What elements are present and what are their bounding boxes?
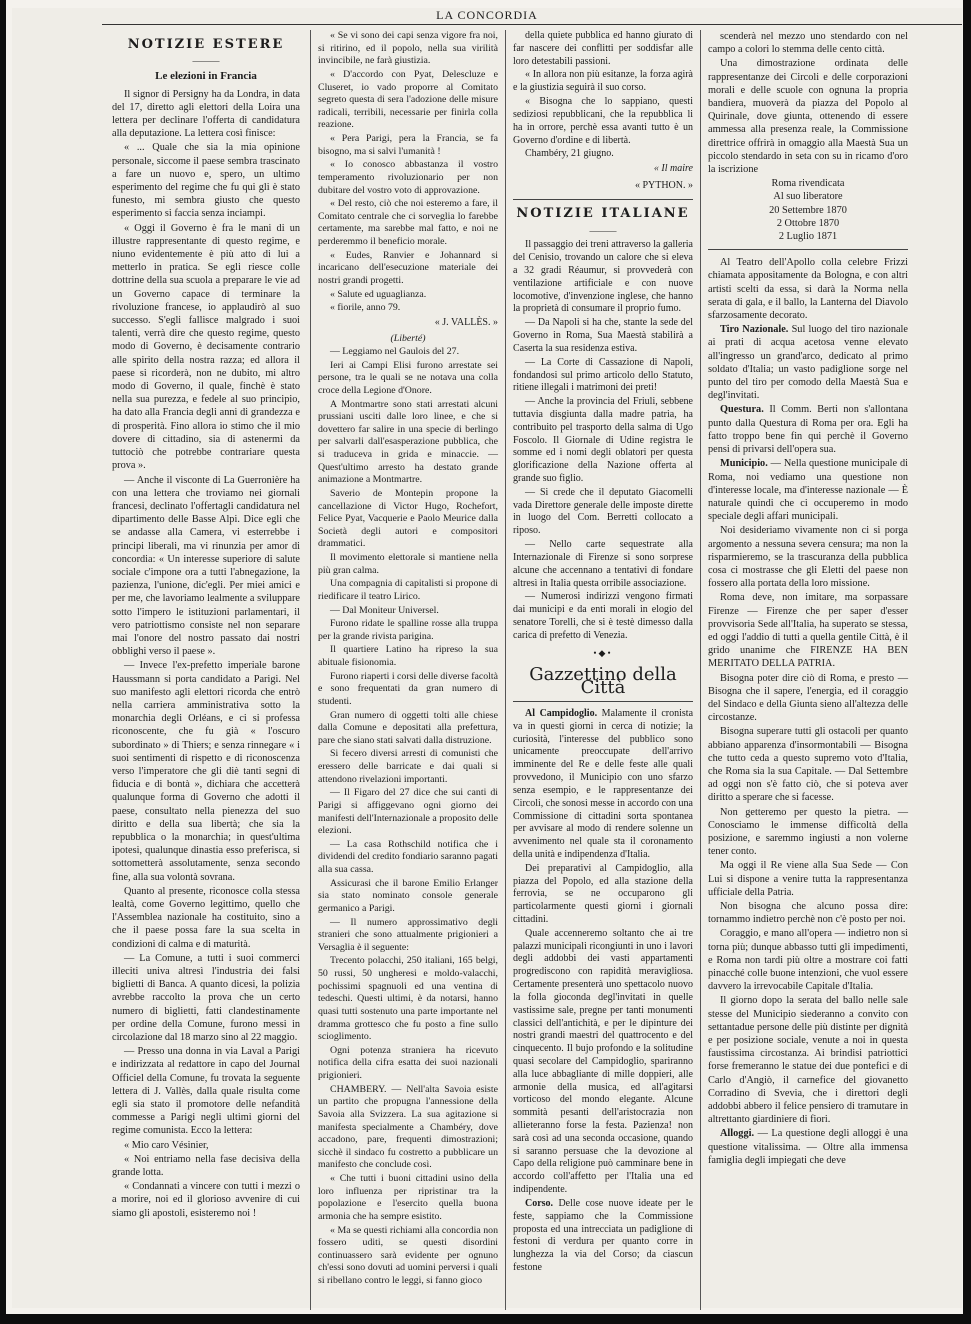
signature: « J. VALLÈS. » [434, 316, 498, 328]
section-title-gazzettino: Gazzettino della Città [529, 664, 677, 699]
inscription-line: 2 Luglio 1871 [778, 231, 838, 243]
paragraph: « Noi entriamo nella fase decisiva della grande lotta. [112, 1153, 300, 1179]
section-title-italiane: NOTIZIE ITALIANE [516, 205, 690, 221]
ornament: •◆• [593, 647, 613, 658]
divider [513, 199, 693, 200]
paragraph [708, 1127, 908, 1167]
paragraph: — Invece l'ex-prefetto imperiale barone Haussmann si porta candidato a Parigi. Nel suo manifesto agli elettori ricorda che entrò nella carriera amministrativa sotto la monarchia degli Orléans, e ci si professa riconoscente, che fu già « l'oscuro subordinato » di Thiers; e senza rinnegare « i suoi sentimenti di rispetto e di riconoscenza verso l'imperatore che gli diè tanti segni di fiducia e di bontà », dichiara che accetterà qualunque forma di Governo che adotti il paese, consultato nella pienezza del suo diritto e della sua libertà; che sia la repubblica o la monarchia; in quest'ultima ipotesi, qualunque dinastia esso preferisca, si sottometterà assolutamente, senza secondo fine, alla sua volontà sovrana. [112, 660, 300, 883]
inscription-line: 2 Ottobre 1870 [776, 217, 840, 229]
paragraph [513, 1198, 693, 1275]
paragraph: — La Comune, a tutti i suoi commerci illeciti univa altresì l'industria dei falsi biglietti di Banca. A quanto dicesi, la polizia avrebbe raccolto la prova che un certo numero di biglietti, fatti clandestinamente per ordine della Comune, furono messi in circolazione dal 18 marzo sino al 22 maggio. [112, 952, 300, 1044]
paragraph: Al Teatro dell'Apollo colla celebre Frizzi chiamata appositamente da Bologna, e con altri artisti scelti da essa, si darà la Norma nella serata di gala, e il ballo, la Lanterna del Diavolo sfarzosamente decorato. [708, 257, 908, 322]
paragraph-text: Il Comm. Berti non s'allontana punto dalla Questura di Roma per ora. Egli ha fatto troppo bene fin qui perchè il Governo pensi di privarsi dell'opera sua. [708, 404, 908, 456]
paragraph: « Eudes, Ranvier e Johannard si incaricano dell'esecuzione materiale dei nostri grandi progetti. [318, 249, 498, 286]
paragraph: — La Corte di Cassazione di Napoli, fondandosi sul primo articolo dello Statuto, ritiene illegali i matrimoni dei preti! [513, 356, 693, 394]
divider [513, 701, 693, 702]
column-divider-2 [505, 30, 506, 1310]
paragraph-text: Delle cose nuove ideate per le feste, sappiamo che la Commissione proposta ed una intrecciata un padiglione di festoni di verdura per quanto corre in lunghezza la via del Corso; da ciascun festone [513, 1197, 693, 1273]
paragraph: Bisogna superare tutti gli ostacoli per quanto abbiano apparenza d'insormontabili — Bisogna che tutto ceda a questo supremo voto d'Italia, che Roma sia la sua Capitale. — Dal Settembre ad oggi non s'è fatto ciò, che si poteva aver diritto a sperare che si facesse. [708, 726, 908, 804]
paragraph: — Anche la provincia del Friuli, sebbene tuttavia disgiunta dalla madre patria, ha contribuito pel trasporto della salma di Ugo Foscolo. Il Giornale di Udine registra le somme ed i nomi degli oblatori per questa glorificazione della Nazione offerta al grande suo figlio. [513, 396, 693, 484]
scan-border-right [963, 0, 971, 1324]
paragraph-text: Malamente il cronista va in questi giorni in cerca di notizie; la curiosità, l'interesse del pubblico sono unicamente preoccupate dell'arrivo imminente del Re e delle feste alle quali provvedono, il Municipio con uno sfarzo senza esempio, e le rappresentanze dei Circoli, che sonosi messe in accordo con una Commissione di cittadini sorta spontanea per avvisare al modo di rendere solenne un avvenimento nel quale sta il coronamento della unità e indipendenza d'Italia. [513, 708, 694, 860]
paragraph: A Montmartre sono stati arrestati alcuni prussiani usciti dalle loro linee, e che si dovettero far salire in una specie di berlingo per salvarli dall'esasperazione pubblica, che si traduceva in grida e minaccie. — Quest'ultimo arresto ha destato grande animazione a Montmartre. [318, 398, 498, 486]
paragraph: Trecento polacchi, 250 italiani, 165 belgi, 50 russi, 50 ungheresi e moldo-valacchi, pochissimi spagnuoli ed una ventina di tedeschi. Questi ultimi, è da notarsi, hanno quasi tutti sostenuto una parte importante nel dramma grottesco che fu posto a fine sullo scioglimento. [318, 955, 498, 1043]
paragraph: Ma oggi il Re viene alla Sua Sede — Con Lui si dispone a venire tutta la rappresentanza ufficiale della Patria. [708, 860, 908, 898]
paragraph: Roma deve, non imitare, ma sorpassare Firenze — Firenze che per saper d'esser provvisoria Sede all'Italia, ha superato se stessa, ed oggi l'addio di tutti a quella gentile Città, è il grido unanime che FIRENZE HA BEN MERITATO DELLA PATRIA. [708, 592, 908, 670]
paragraph: « Mio caro Vésinier, [124, 1139, 209, 1151]
paragraph: Ogni potenza straniera ha ricevuto notifica della cifra esatta dei suoi nazionali prigionieri. [318, 1044, 498, 1081]
paragraph: Coraggio, e mano all'opera — indietro non si torna più; dunque abbasso tutti gli impedimenti, e Roma non tardi più oltre a mostrare coi fatti pinacché colle buone intenzioni, che vuol essere davvero la irrevocabile Capitale d'Italia. [708, 928, 908, 993]
paragraph: Il quartiere Latino ha ripreso la sua abituale fisionomia. [318, 644, 498, 668]
paragraph: — Dal Moniteur Universel. [330, 604, 439, 616]
paragraph: « ... Quale che sia la mia opinione personale, siccome il paese sembra trascinato a fare un nuovo e, spero, un ultimo esperimento del regime che fu qui gli è stato funesto, mi sembra giusto che questo esperimento si faccia senza inciampi. [112, 142, 300, 220]
paragraph: scenderà nel mezzo uno stendardo con nel campo a colori lo stemma delle cento città. [708, 31, 908, 56]
inscription-line: Roma rivendicata [771, 178, 845, 190]
top-rule [102, 24, 962, 25]
column-divider-3 [700, 30, 701, 1310]
paragraph-lead: Questura. [720, 404, 764, 416]
paragraph: — Presso una donna in via Laval a Parigi e indirizzata al redattore in capo del Journal Officiel della Comune, fu trovata la seguente lettera di J. Vallès, dalla quale risulta come egli sia stato il promotore delle nefandità commesse a Parigi negli ultimi giorni del regime comunista. Ecco la lettera: [112, 1046, 300, 1137]
paragraph: « Io conosco abbastanza il vostro temperamento rivoluzionario per non dubitare del vostro voto di approvazione. [318, 159, 498, 196]
article-title: Le elezioni in Francia [155, 70, 257, 83]
paragraph-lead: Corso. [525, 1197, 554, 1209]
paragraph [708, 457, 908, 523]
paragraph: « In allora non più esitanze, la forza agirà e la giustizia seguirà il suo corso. [513, 69, 693, 94]
paragraph-lead: Municipio. [720, 458, 768, 470]
divider: ——— [192, 56, 220, 67]
paragraph: « Oggi il Governo è fra le mani di un illustre rappresentante di questo regime, e niuno evidentemente è più atto di lui a metterlo in pratica. Se egli riesce colle dottrine della sua scuola a preparare le vie ad un Governo capace di terminare la rivoluzione francese, io applaudirò al suo successo. S'egli fallisce malgrado i suoi talenti, verrà dire che questo regime, questo modo di Governo, è decisamente contrario alle spirito della nostra razza; ed allora il paese si ricorderà, non ne dubito, mi altro modo di Governo, il quale, finchè è stato nella sua purezza, e fedele al suo principio, ha dato alla Francia degli anni di grandezza e di prosperità. Fino allora io stimo che il mio dovere di cittadino, sia di astenermi da tuttociò che potrebbe contrariare questa prova ». [112, 222, 300, 472]
paragraph: — Nello carte sequestrate alla Internazionale di Firenze si sono sorprese alcune che accennano a tentativi di fondare altresì in Italia questa orribile associazione. [513, 539, 693, 589]
source-label: (Liberté) [390, 333, 426, 345]
paragraph: Bisogna poter dire ciò di Roma, e presto — Bisogna che il sapere, l'energia, ed il coraggio del Sindaco e della Giunta sieno all'altezza delle circostanze. [708, 672, 908, 724]
paragraph: Gran numero di oggetti tolti alle chiese dalla Comune e depositati alla prefettura, pare che siano stati salvati dalla distruzione. [318, 709, 498, 746]
paragraph: Una dimostrazione ordinata delle rappresentanze dei Circoli e delle corporazioni morali e delle scuole con ognuna la propria bandiera, muoverà da piazza del Popolo al Quirinale, dove giunta, ottenendo di essere ammessa alla presenza reale, la Commissione direttrice offrirà in omaggio alla Maestà Sua un piccolo stendardo in seta con su in ricamo d'oro la iscrizione [708, 58, 908, 176]
paragraph: Ieri ai Campi Elisi furono arrestate sei persone, tra le quali se ne notava una colla croce della Legione d'Onore. [318, 359, 498, 396]
column-1 [112, 30, 300, 1221]
paragraph: Quanto al presente, riconosce colla stessa lealtà, come Governo legittimo, quello che l'Assemblea nazionale ha costituito, sino a che il paese possa fare la sua scelta in condizioni di calma e di maturità. [112, 885, 300, 950]
scan-border-bottom [0, 1314, 971, 1324]
paragraph: « Pera Parigi, pera la Francia, se fa bisogno, ma si salvi l'umanità ! [318, 133, 498, 157]
paragraph: « Salute ed uguaglianza. [330, 288, 427, 300]
paragraph: Assicurasi che il barone Emilio Erlanger sia stato nominato console generale germanico a Parigi. [318, 877, 498, 914]
divider [708, 249, 908, 250]
paragraph [513, 708, 693, 862]
paragraph: Si fecero diversi arresti di comunisti che eressero delle barricate e dai quali si attendono rivelazioni importanti. [318, 748, 498, 785]
paragraph: « Del resto, ciò che noi esteremo a fare, il Comitato centrale che ci sorveglia lo farebbe certamente, ma sarebbe mal fatto, e noi ne perderemmo il beneficio morale. [318, 198, 498, 247]
paragraph: Dei preparativi al Campidoglio, alla piazza del Popolo, ed alla stazione della ferrovia, se ne occuparono gli particolarmente questi giorni i giornali cittadini. [513, 862, 693, 925]
inscription-line: 20 Settembre 1870 [769, 204, 847, 216]
paragraph-lead: Alloggi. [720, 1128, 755, 1140]
paragraph: Non getteremo per questo la pietra. — Conosciamo le immense difficoltà della posizione, e saremmo ingiusti a non volerne tener conto. [708, 806, 908, 858]
paragraph: « Bisogna che lo sappiano, questi sediziosi repubblicani, che la repubblica li ha in orrore, perchè essa avanti tutto è un Governo d'ordine e di libertà. [513, 96, 693, 146]
column-4 [708, 30, 908, 1168]
paragraph: della quiete pubblica ed hanno giurato di far nascere dei conflitti per soddisfar alle loro detestabili passioni. [513, 30, 693, 67]
paragraph: — Si crede che il deputato Giacomelli vada Direttore generale delle imposte dirette in luogo del Com. Berretti collocato a riposo. [513, 486, 693, 537]
paragraph: — Anche il visconte di La Guerronière ha con una lettera che troviamo nei giornali francesi, declinato l'offertagli candidatura nel dipartimento delle Basse Alpi. Dice egli che se andasse alla Camera, vi esterrebbe i principi liberali, ma vi rinunzia per amor di concordia: « Un interesse superiore di salute sociale c'impone ora a tutti l'abnegazione, la pazienza, l'unione, dic'egli. Per miei amici e per me, che lavoriamo lealmente a sviluppare sotto l'impero le istituzioni parlamentari, il vero patriottismo consiste nel non separare mai l'onore del nostro passato dai nostri obblighi verso il paese ». [112, 474, 300, 658]
paragraph: Una compagnia di capitalisti si propone di riedificare il teatro Lirico. [318, 578, 498, 602]
paragraph: Non bisogna che alcuno possa dire: tornammo indietro perchè non c'è posto per noi. [708, 901, 908, 926]
paragraph: — Numerosi indirizzi vengono firmati dai municipi e da enti morali in elogio del senatore Torelli, che si è testè dimesso dalla carica di prefetto di Venezia. [513, 591, 693, 641]
paragraph: — Da Napoli si ha che, stante la sede del Governo in Roma, Sua Maestà stabilirà a Caserta la sua residenza estiva. [513, 317, 693, 354]
paragraph: — La casa Rothschild notifica che i dividendi del credito fondiario saranno pagati alla sua cassa. [318, 838, 498, 875]
divider: ——— [589, 225, 617, 236]
paragraph: Saverio de Montepin propone la cancellazione di Victor Hugo, Rochefort, Felice Pyat, Vacquerie e Paolo Meurice dalla Società degli autori e compositori drammatici. [318, 487, 498, 550]
paragraph: Noi desideriamo vivamente non ci si porga argomento a nessuna severa censura; ma non la risparmieremo, se la trascuranza della pubblica cosa ci mostrasse che gli Eletti del paese non fossero alla portata della loro missione. [708, 525, 908, 590]
section-title-estere: NOTIZIE ESTERE [127, 37, 285, 52]
paragraph: Il giorno dopo la serata del ballo nelle sale stesse del Municipio siederanno a convito con settantadue persone delle più distinte per dignità e per posizione sociale, venute a noi in questa faustissima circostanza. Ai brindisi patriottici forse fremeranno le statue dei due pontefici e di Carlo d'Angiò, il carnefice del giovanetto Corradino di Svevia, che i direttori degli addobbi abbero il felice pensiero di tramutare in altrettanto giardiniere di fiori. [708, 995, 908, 1126]
paragraph: Furono ridate le spalline rosse alla truppa per la grande rivista parigina. [318, 618, 498, 642]
paragraph: « Ma se questi richiami alla concordia non fossero uditi, se questi disordini continuassero sarà evidente per ognuno ch'essi sono dovuti ad uomini perversi i quali si ribellano contro le leggi, si fanno gioco [318, 1224, 498, 1286]
paragraph-lead: Al Campidoglio. [525, 708, 598, 719]
paragraph-text: — Nella questione municipale di Roma, noi vediamo una questione non d'interesse locale, ma d'interesse nazionale — È naturale quindi che ci occuperemo in modo speciale degli affari municipali. [708, 458, 908, 523]
inscription-line: Al suo liberatore [773, 191, 843, 203]
paragraph: — Il Figaro del 27 dice che sui canti di Parigi si affiggevano ogni giorno dei manifesti dell'Internazionale a proposito delle elezioni. [318, 787, 498, 837]
paragraph: « Se vi sono dei capi senza vigore fra noi, si ritirino, ed il popolo, nella sua virilità invincibile, ne farà giustizia. [318, 30, 498, 67]
column-2 [318, 30, 498, 1289]
paragraph-lead: Tiro Nazionale. [720, 324, 789, 336]
paragraph: « Condannati a vincere con tutti i mezzi o a morire, noi ed il glorioso avvenire di cui siamo gli apostoli, esisteremo noi ! [112, 1181, 300, 1219]
paragraph-text: Sul luogo del tiro nazionale ai prati di acqua acetosa venne elevato all'ingresso un grand'arco, dedicato al primo soldato d'Italia; un vasto padiglione sorge nel punto del tiro per comodo della Maestà Sua e degl'invitati. [708, 324, 908, 402]
masthead: LA CONCORDIA [436, 8, 538, 22]
paragraph: Il passaggio dei treni attraverso la galleria del Cenisio, trovando un calore che si eleva a 32 gradi Réaumur, si provvederà con ventilazione artificiale e con nuove locomotive, d'invenzione inglese, che hanno la proprietà di consumare il proprio fumo. [513, 239, 693, 315]
paragraph: — Il numero approssimativo degli stranieri che sono attualmente prigionieri a Versaglia è il seguente: [318, 916, 498, 953]
paragraph [708, 323, 908, 402]
paragraph: « D'accordo con Pyat, Delescluze e Cluseret, io vado proporre al Comitato segreto questa di sera l'adozione delle misure radicali, terribili, necessarie per finirla colla reazione. [318, 68, 498, 131]
paragraph: — Leggiamo nel Gaulois del 27. [330, 346, 460, 357]
newspaper-page [12, 8, 962, 1308]
paragraph: Il signor di Persigny ha da Londra, in data del 17, diretto agli elettori della Loira una lettera per declinare l'offerta di candidatura alla deputazione. La lettera così finisce: [112, 88, 300, 140]
paragraph: Furono riaperti i corsi delle diverse facoltà e sono frequentati da gran numero di studenti. [318, 670, 498, 707]
column-3 [513, 30, 693, 1276]
paragraph-text: — La questione degli alloggi è una questione vitalissima. — Oltre alla immensa famiglia degli impiegati che deve [708, 1128, 908, 1166]
paragraph: « Che tutti i buoni cittadini usino della loro influenza per ripristinar tra la popolazione e l'esercito quella buona armonia che ha sempre esistito. [318, 1173, 498, 1222]
paragraph: « fiorile, anno 79. [330, 302, 401, 314]
paragraph: Il movimento elettorale si mantiene nella più gran calma. [318, 552, 498, 576]
paragraph: Quale accenneremo soltanto che ai tre palazzi municipali ricongiunti in uno i lavori degli addobbi dei vasti appartamenti progrediscono con rapidità meravigliosa. Certamente presenterà uno spettacolo nuovo la folla gioconda degl'invitati in quelle vastissime sale, pregne per tanti monumenti classici dell'antichità, e per le dipinture dei nostri grandi maestri del quattrocento e del cinquecento. Il bujo profondo e la solitudine quasi secolare del Campidoglio, spariranno alla luce abbagliante di mille doppieri, alle armonie della musica, ed all'agitarsi vorticoso del mondo elegante. Alcune sommità pesanti dell'aristocrazia non allieteranno forse la festa. Pazienza! non sarà così ad una seconda occasione, quando si saranno persuase che la devozione al Capo della religione può camminare bene in accordo coll'affetto per l'Italia una ed indipendente. [513, 927, 693, 1196]
column-divider-1 [310, 30, 311, 1310]
dateline: Chambéry, 21 giugno. [525, 148, 614, 160]
signature: « PYTHON. » [634, 179, 693, 191]
scan-border-left [0, 0, 6, 1324]
paragraph [708, 403, 908, 456]
paragraph: CHAMBERY. — Nell'alta Savoia esiste un partito che propugna l'annessione della Savoia alla Svizzera. La sua agitazione si manifesta specialmente a Chambéry, dove accadono, pare, frequenti dimostrazioni; sicchè il sindaco fu costretto a pubblicare un manifesto che conclude così. [318, 1083, 498, 1171]
signature-title: « Il maire [653, 163, 693, 175]
